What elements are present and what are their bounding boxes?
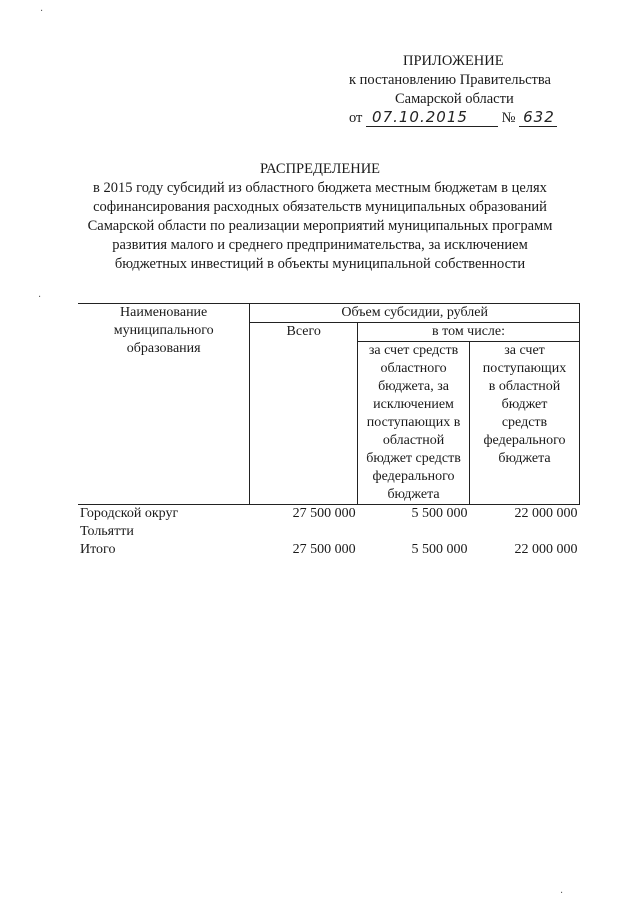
header-municipality-text: Наименование муниципального образования — [113, 305, 214, 356]
appendix-title: ПРИЛОЖЕНИЕ — [403, 53, 504, 69]
date-prefix: от — [349, 110, 363, 126]
subsidy-table — [78, 303, 580, 559]
heading-line-4: развития малого и среднего предпринимательства, за исключением — [112, 237, 528, 253]
row-regional: 5 500 000 — [411, 542, 468, 557]
appendix-block — [345, 52, 585, 131]
row-total: 27 500 000 — [292, 506, 356, 521]
header-regional-text: за счет средств областного бюджета, за исключением поступающих в областной бюджет средств федерального бюджета — [366, 343, 461, 502]
table-row — [78, 541, 580, 559]
scan-speck: · — [38, 292, 42, 303]
heading-line-1: в 2015 году субсидий из областного бюджета местным бюджетам в целях — [93, 180, 547, 196]
row-total: 27 500 000 — [292, 542, 356, 557]
row-name — [78, 505, 250, 542]
header-regional-budget — [358, 342, 470, 505]
header-including: в том числе: — [358, 323, 580, 342]
header-municipality — [78, 304, 250, 505]
appendix-date-number-line — [345, 109, 585, 131]
scan-speck: · — [40, 6, 44, 17]
header-federal-text: за счет поступающих в областной бюджет средств федерального бюджета — [482, 343, 567, 466]
table-row — [78, 505, 580, 542]
heading-title: РАСПРЕДЕЛЕНИЕ — [259, 161, 381, 177]
header-federal-budget — [470, 342, 580, 505]
number-prefix: № — [501, 110, 516, 126]
number-handwritten: 632 — [523, 108, 555, 126]
document-heading — [60, 160, 580, 274]
appendix-to-decree: к постановлению Правительства — [349, 72, 551, 88]
date-handwritten: 07.10.2015 — [372, 108, 468, 126]
header-total: Всего — [250, 323, 358, 505]
number-field — [519, 109, 557, 127]
row-name-text: Городской округ Тольятти — [80, 506, 179, 539]
appendix-region: Самарской области — [395, 91, 514, 107]
heading-line-2: софинансирования расходных обязательств муниципальных образований — [93, 199, 547, 215]
scan-speck: · — [560, 888, 564, 899]
row-regional: 5 500 000 — [411, 506, 468, 521]
header-subsidy-volume: Объем субсидии, рублей — [250, 304, 580, 323]
row-federal: 22 000 000 — [514, 506, 578, 521]
heading-line-5: бюджетных инвестиций в объекты муниципальной собственности — [114, 256, 526, 272]
date-field — [366, 109, 498, 127]
row-name: Итого — [80, 542, 116, 557]
row-federal: 22 000 000 — [514, 542, 578, 557]
heading-line-3: Самарской области по реализации мероприятий муниципальных программ — [87, 218, 553, 234]
